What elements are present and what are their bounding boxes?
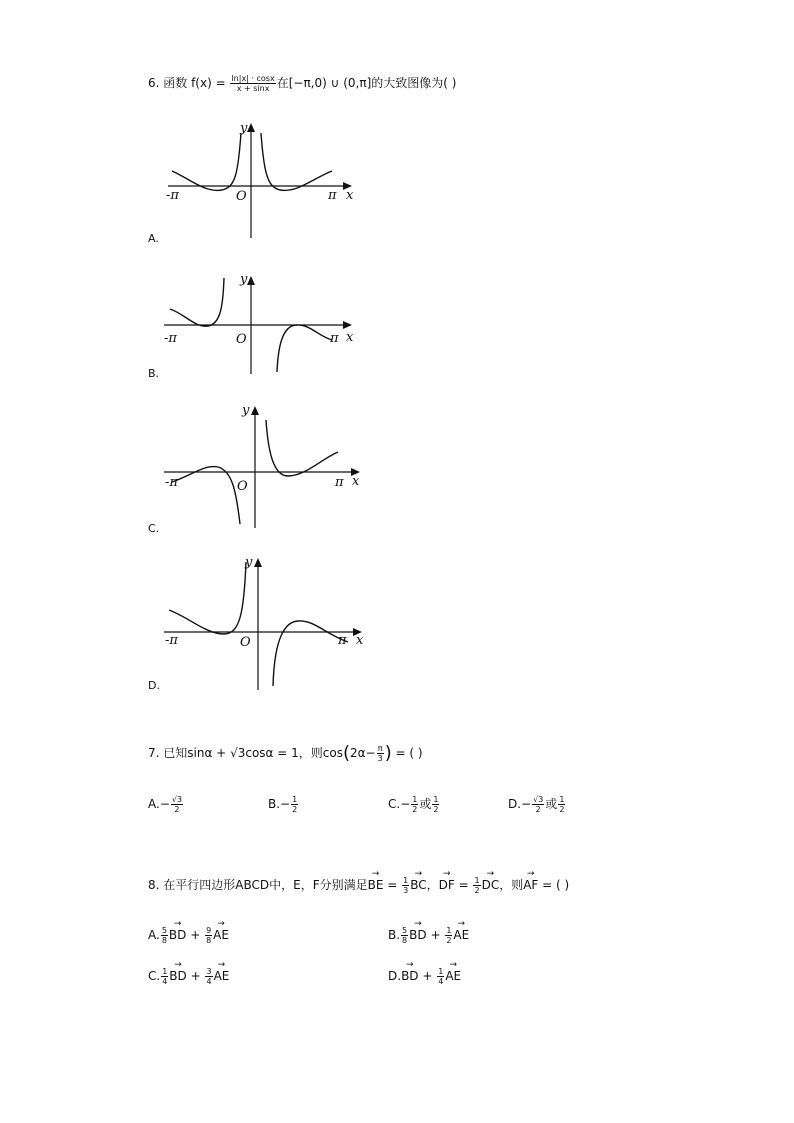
q7-pi: π [377, 744, 383, 753]
q8-vec-be: → BE [368, 877, 384, 893]
option-c-label: C. [148, 522, 160, 535]
q7-paren-open: ( [342, 742, 350, 764]
curve-left [169, 562, 246, 634]
q8-a-vec-ae: → AE [213, 927, 229, 943]
q8-c-plus: + [186, 969, 205, 983]
curve-right [266, 420, 338, 476]
q8-b-label: B. [388, 928, 401, 942]
q7-a-den: 2 [174, 805, 180, 814]
q7-a-num: √3 [171, 795, 183, 804]
q8-a-d1: 8 [161, 936, 167, 945]
q8-f1-den: 3 [403, 886, 409, 895]
q7-c-frac2 [432, 795, 439, 814]
q8-c-label: C. [148, 969, 161, 983]
q8-comma: ， [426, 878, 439, 892]
q7-option-b [268, 795, 299, 814]
q8-d-d2: 4 [438, 977, 444, 986]
q8-c-d1: 4 [162, 977, 168, 986]
pi-label: π [330, 331, 339, 346]
q7-d-num: √3 [533, 795, 544, 804]
neg-pi-label: -π [164, 331, 177, 346]
graph-b [160, 268, 360, 378]
q7-b-den: 2 [292, 805, 298, 814]
y-axis-arrow [247, 276, 255, 285]
x-axis-arrow [343, 321, 352, 329]
x-label: x [352, 474, 360, 489]
q8-vec-af: → AF [523, 877, 538, 893]
q8-a-d2: 8 [206, 936, 212, 945]
q8-suffix: = ( ) [538, 878, 570, 892]
y-label: y [245, 555, 253, 570]
graph-a [160, 115, 360, 240]
q8-option-b [388, 926, 469, 945]
q7-b-frac [291, 795, 298, 814]
origin-label: O [236, 332, 247, 347]
q7-b-label: B.− [268, 797, 291, 811]
q8-f2-den: 2 [474, 886, 480, 895]
q7-c-or: 或 [419, 797, 432, 811]
q8-b-d2: 2 [446, 936, 452, 945]
curve-left [172, 133, 241, 190]
q7-three: 3 [377, 754, 383, 763]
neg-pi-label: -π [165, 475, 178, 490]
q8-vec-bc: → BC [410, 877, 426, 893]
q7-d-frac2 [558, 795, 565, 814]
q7-d-or: 或 [545, 797, 558, 811]
option-d-label: D. [148, 679, 160, 692]
q8-frac2 [473, 876, 480, 895]
q6-prefix: 6. 函数 f(x) = [148, 76, 230, 90]
y-label: y [240, 272, 248, 287]
q7-d-frac1 [532, 795, 544, 814]
q8-d-frac2 [437, 967, 444, 986]
pi-label: π [328, 188, 337, 203]
q6-frac-num: ln|x| · cosx [231, 74, 275, 83]
y-axis-arrow [247, 123, 255, 132]
q8-f2-num: 1 [474, 876, 480, 885]
q8-c-vec-bd: → BD [169, 968, 186, 984]
x-label: x [356, 633, 364, 648]
y-label: y [242, 403, 250, 418]
q8-b-vec-bd: → BD [409, 927, 426, 943]
q7-paren-close: ) [384, 742, 392, 764]
q7-option-a [148, 795, 184, 814]
q8-a-plus: + [186, 928, 205, 942]
curve-right [273, 621, 348, 686]
q8-c-frac2 [205, 967, 212, 986]
q8-vec-df: → DF [439, 877, 455, 893]
q8-c-n2: 3 [206, 967, 212, 976]
pi-label: π [335, 475, 344, 490]
option-b-label: B. [148, 367, 160, 380]
q8-option-a [148, 926, 229, 945]
q7-middle: cosα = 1，则cos [245, 746, 343, 760]
q8-c-n1: 1 [162, 967, 168, 976]
graph-c [160, 400, 370, 530]
q7-c-den: 2 [412, 805, 418, 814]
q8-b-frac2 [445, 926, 452, 945]
q7-d-num2: 1 [559, 795, 565, 804]
q7-pi-frac [377, 744, 384, 763]
q8-prefix: 8. 在平行四边形ABCD中，E，F分别满足 [148, 878, 368, 892]
question-7 [148, 744, 423, 763]
q8-a-label: A. [148, 928, 160, 942]
q8-d-vec-ae: → AE [445, 968, 461, 984]
q8-frac1 [402, 876, 409, 895]
y-axis-arrow [251, 406, 259, 415]
q8-a-n2: 9 [206, 926, 212, 935]
q8-eq1: = [383, 878, 402, 892]
q6-frac-den: x + sinx [236, 84, 270, 93]
q8-b-plus: + [426, 928, 445, 942]
q7-c-label: C.− [388, 797, 411, 811]
neg-pi-label: -π [165, 633, 178, 648]
curve-left [170, 278, 224, 326]
q8-a-frac2 [205, 926, 212, 945]
q8-c-d2: 4 [206, 977, 212, 986]
q7-d-den2: 2 [559, 805, 565, 814]
q7-option-d [508, 795, 566, 814]
q7-d-label: D.− [508, 797, 532, 811]
q8-b-n2: 1 [446, 926, 452, 935]
q7-c-num2: 1 [433, 795, 439, 804]
origin-label: O [236, 189, 247, 204]
q7-a-label: A.− [148, 797, 170, 811]
q8-c-vec-ae: → AE [214, 968, 230, 984]
q7-prefix: 7. 已知sinα + [148, 746, 231, 760]
graph-d [160, 552, 370, 692]
q8-d-vec-bd: → BD [401, 968, 418, 984]
q7-d-den: 2 [535, 805, 541, 814]
q8-b-vec-ae: → AE [453, 927, 469, 943]
q8-f1-num: 1 [403, 876, 409, 885]
x-label: x [346, 330, 354, 345]
curve-left [172, 467, 240, 524]
q8-eq2: = [454, 878, 473, 892]
q6-suffix: 在[−π,0) ∪ (0,π]的大致图像为( ) [276, 76, 457, 90]
q8-option-d [388, 967, 461, 986]
q8-b-d1: 8 [402, 936, 408, 945]
q7-inner: 2α− [350, 746, 376, 760]
q8-d-plus: + [418, 969, 437, 983]
q8-d-label: D. [388, 969, 402, 983]
q8-a-frac1 [161, 926, 168, 945]
q7-sqrt: √3 [230, 746, 246, 760]
question-6 [148, 74, 456, 93]
q8-b-n1: 5 [402, 926, 408, 935]
q8-c-frac1 [161, 967, 168, 986]
q7-b-num: 1 [292, 795, 298, 804]
q7-c-frac1 [411, 795, 418, 814]
q7-option-c [388, 795, 440, 814]
origin-label: O [240, 635, 251, 650]
neg-pi-label: -π [166, 188, 179, 203]
q6-fraction [230, 74, 275, 93]
curve-right [277, 325, 332, 372]
q7-a-frac [171, 795, 183, 814]
y-label: y [240, 121, 248, 136]
q8-b-frac1 [401, 926, 408, 945]
q7-c-num: 1 [412, 795, 418, 804]
q8-vec-dc: → DC [482, 877, 500, 893]
q8-d-n2: 1 [438, 967, 444, 976]
curve-right [261, 133, 332, 190]
origin-label: O [237, 479, 248, 494]
q8-option-c [148, 967, 229, 986]
question-8 [148, 876, 569, 895]
q8-mid: ，则 [499, 878, 524, 892]
x-label: x [346, 188, 354, 203]
q8-a-n1: 5 [161, 926, 167, 935]
option-a-label: A. [148, 232, 159, 245]
q8-a-vec-bd: → BD [169, 927, 186, 943]
q7-c-den2: 2 [433, 805, 439, 814]
q7-suffix: = ( ) [391, 746, 423, 760]
y-axis-arrow [254, 558, 262, 567]
pi-label: π [338, 633, 347, 648]
